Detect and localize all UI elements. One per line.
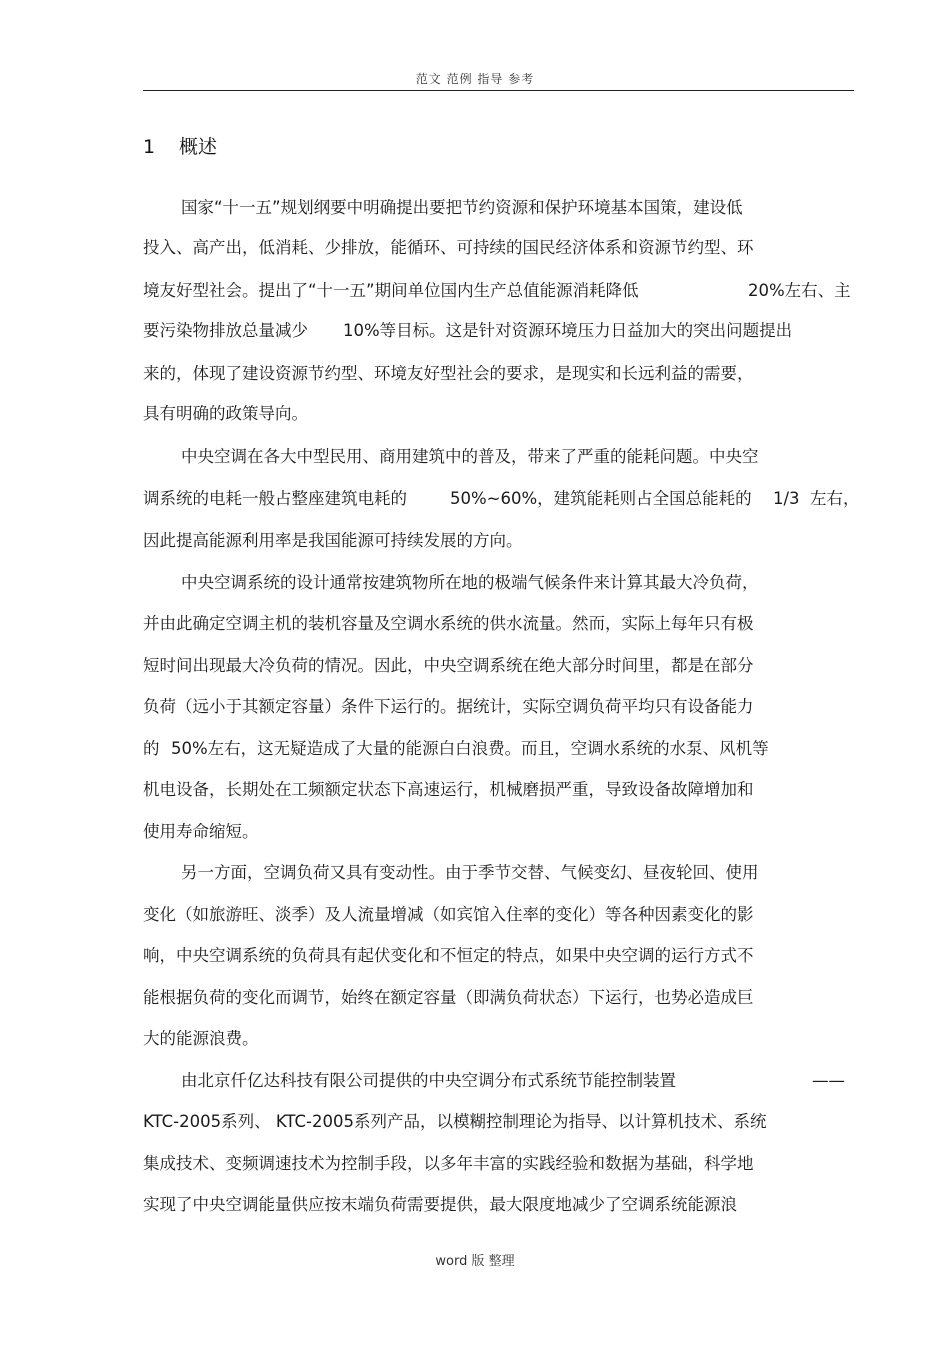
- section-number: 1: [143, 136, 156, 158]
- paragraph-line: 集成技术、变频调速技术为控制手段，以多年丰富的实践经验和数据为基础，科学地: [143, 1154, 754, 1173]
- paragraph-line: 投入、高产出，低消耗、少排放，能循环、可持续的国民经济体系和资源节约型、环: [143, 238, 754, 257]
- paragraph-line: 实现了中央空调能量供应按末端负荷需要提供，最大限度地减少了空调系统能源浪: [143, 1195, 737, 1214]
- line-segment: 的: [143, 739, 160, 758]
- line-segment: 由北京仟亿达科技有限公司提供的中央空调分布式系统节能控制装置: [181, 1071, 676, 1090]
- paragraph-line: [143, 489, 860, 509]
- line-segment: ——: [812, 1071, 845, 1090]
- paragraph-line: 机电设备，长期处在工频额定状态下高速运行，机械磨损严重，导致设备故障增加和: [143, 780, 754, 799]
- line-segment: 境友好型社会。提出了“十一五”期间单位国内生产总值能源消耗降低: [143, 281, 639, 300]
- page-header: 范文 范例 指导 参考: [415, 72, 535, 86]
- paragraph-line: 中央空调系统的设计通常按建筑物所在地的极端气候条件来计算其最大冷负荷，: [181, 573, 759, 592]
- paragraph-line: 并由此确定空调主机的装机容量及空调水系统的供水流量。然而，实际上每年只有极: [143, 614, 754, 633]
- paragraph-line: 因此提高能源利用率是我国能源可持续发展的方向。: [143, 531, 523, 550]
- paragraph-line: [143, 281, 854, 301]
- line-segment: 调系统的电耗一般占整座建筑电耗的: [143, 489, 407, 508]
- line-segment: 10%等目标。这是针对资源环境压力日益加大的突出问题提出: [343, 321, 793, 340]
- line-segment: 要污染物排放总量减少: [143, 321, 308, 340]
- paragraph-line: KTC-2005系列、 KTC-2005系列产品，以模糊控制理论为指导、以计算机技术、系统: [143, 1112, 767, 1131]
- line-segment: 50%~60%，建筑能耗则占全国总能耗的: [450, 489, 752, 508]
- line-segment: 20%左右、主: [748, 281, 851, 300]
- paragraph-line: 响，中央空调系统的负荷具有起伏变化和不恒定的特点，如果中央空调的运行方式不: [143, 946, 754, 965]
- paragraph-line: 变化（如旅游旺、淡季）及人流量增减（如宾馆入住率的变化）等各种因素变化的影: [143, 905, 754, 924]
- section-title: 概述: [179, 136, 218, 158]
- section-heading: [143, 132, 217, 159]
- paragraph-line: [181, 1071, 854, 1091]
- paragraph-line: [143, 321, 854, 341]
- paragraph-line: 中央空调在各大中型民用、商用建筑中的普及，带来了严重的能耗问题。中央空: [181, 447, 759, 466]
- paragraph-line: 大的能源浪费。: [143, 1029, 259, 1048]
- paragraph-line: 另一方面，空调负荷又具有变动性。由于季节交替、气候变幻、昼夜轮回、使用: [181, 863, 759, 882]
- paragraph-line: 来的，体现了建设资源节约型、环境友好型社会的要求，是现实和长远利益的需要，: [143, 364, 754, 383]
- paragraph-line: 能根据负荷的变化而调节，始终在额定容量（即满负荷状态）下运行，也势必造成巨: [143, 988, 754, 1007]
- line-segment: 1/3 左右，: [773, 489, 860, 508]
- paragraph-line: 具有明确的政策导向。: [143, 404, 308, 423]
- paragraph-line: 使用寿命缩短。: [143, 822, 259, 841]
- paragraph-line: 短时间出现最大冷负荷的情况。因此，中央空调系统在绝大部分时间里，都是在部分: [143, 656, 754, 675]
- page-footer: word 版 整理: [435, 1254, 515, 1269]
- paragraph-line: [143, 739, 854, 759]
- header-divider: [143, 90, 854, 91]
- line-segment: 50%左右，这无疑造成了大量的能源白白浪费。而且，空调水系统的水泵、风机等: [171, 739, 769, 758]
- paragraph-line: 负荷（远小于其额定容量）条件下运行的。据统计，实际空调负荷平均只有设备能力: [143, 697, 754, 716]
- paragraph-line: 国家“十一五”规划纲要中明确提出要把节约资源和保护环境基本国策，建设低: [181, 198, 743, 217]
